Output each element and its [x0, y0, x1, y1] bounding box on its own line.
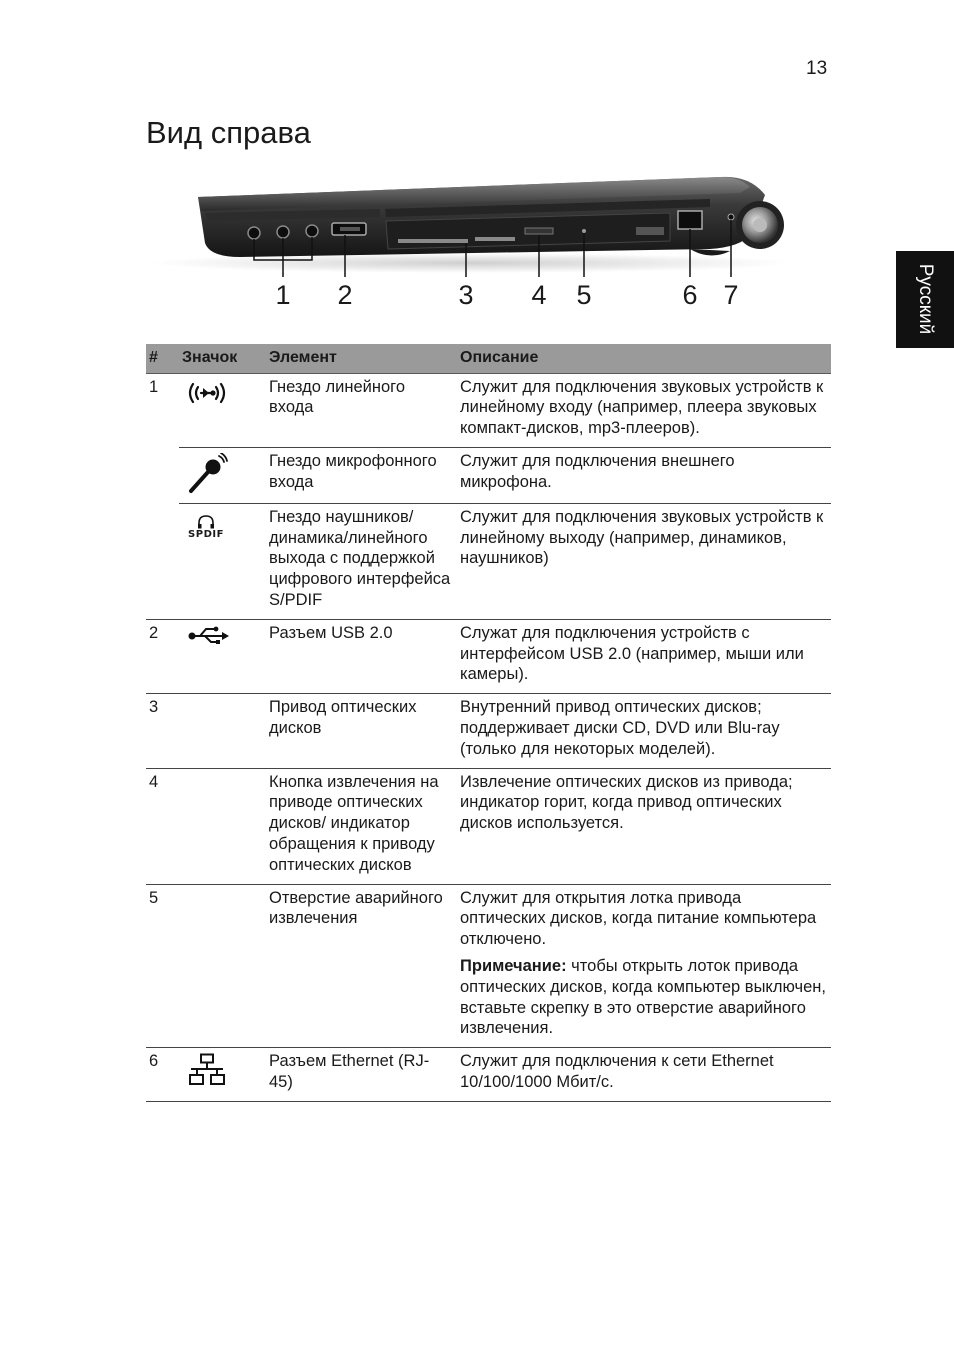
callout-7: 7: [723, 280, 739, 310]
page-number: 13: [806, 58, 828, 79]
row-number: 2: [146, 619, 179, 693]
table-row: [146, 373, 831, 447]
row-description: Служит для подключения звуковых устройств к линейному входу (например, плеера звуковых компакт-дисков, mp3-плееров).: [457, 373, 831, 447]
row-element: Разъем USB 2.0: [266, 619, 457, 693]
table-row: [146, 503, 831, 619]
row-element: Разъем Ethernet (RJ-45): [266, 1048, 457, 1102]
row-icon-cell: [179, 373, 266, 447]
headphone-spdif-icon: [186, 515, 226, 540]
row-number: 3: [146, 694, 179, 768]
row-description: Служат для подключения устройств с интерфейсом USB 2.0 (например, мыши или камеры).: [457, 619, 831, 693]
row-element: Кнопка извлечения на приводе оптических дисков/ индикатор обращения к приводу оптических дисков: [266, 768, 457, 884]
callout-5: 5: [576, 280, 592, 310]
row-element: Гнездо линейного входа: [266, 373, 457, 447]
callout-4: 4: [531, 280, 547, 310]
table-row: [146, 1048, 831, 1102]
ethernet-icon: [186, 1053, 228, 1087]
row-number: 5: [146, 884, 179, 1048]
callout-1: 1: [275, 280, 291, 310]
note-text: чтобы открыть лоток привода оптических дисков, когда компьютер выключен, вставьте скрепку в это отверстие аварийного извлечения.: [460, 957, 826, 1038]
row-number: 4: [146, 768, 179, 884]
row-icon-cell: [179, 884, 266, 1048]
row-element: Гнездо наушников/ динамика/линейного выхода с поддержкой цифрового интерфейса S/PDIF: [266, 503, 457, 619]
row-element: Привод оптических дисков: [266, 694, 457, 768]
row-number: 1: [146, 373, 179, 447]
table-row: [146, 768, 831, 884]
microphone-icon: [186, 453, 228, 495]
note: [460, 956, 827, 1039]
row-description-cell: [457, 884, 831, 1048]
callout-6: 6: [682, 280, 698, 310]
usb-icon: [186, 625, 230, 647]
row-icon-cell: [179, 619, 266, 693]
language-tab-label: Русский: [915, 263, 936, 335]
table-header-row: [146, 344, 831, 373]
line-in-icon: [186, 379, 228, 407]
row-icon-cell: [179, 768, 266, 884]
language-tab: [896, 251, 954, 348]
row-number: 6: [146, 1048, 179, 1102]
table-row: [146, 447, 831, 503]
row-icon-cell: [179, 503, 266, 619]
spdif-label: SPDIF: [188, 528, 224, 540]
table-row: [146, 884, 831, 1048]
row-icon-cell: [179, 447, 266, 503]
row-number: [146, 503, 179, 619]
row-element: Отверстие аварийного извлечения: [266, 884, 457, 1048]
row-icon-cell: [179, 694, 266, 768]
callout-3: 3: [458, 280, 474, 310]
row-description: Служит для подключения звуковых устройств к линейному выходу (например, динамиков, наушников): [457, 503, 831, 619]
ports-table: [146, 344, 831, 1102]
row-description: Служит для открытия лотка привода оптических дисков, когда питание компьютера отключено.: [460, 888, 817, 949]
row-description: Служит для подключения внешнего микрофона.: [457, 447, 831, 503]
row-description: Служит для подключения к сети Ethernet 10/100/1000 Мбит/с.: [457, 1048, 831, 1102]
row-number: [146, 447, 179, 503]
header-element: Элемент: [266, 344, 457, 373]
row-description: Извлечение оптических дисков из привода; индикатор горит, когда привод оптических дисков используется.: [457, 768, 831, 884]
row-description: Внутренний привод оптических дисков; поддерживает диски CD, DVD или Blu-ray (только для некоторых моделей).: [457, 694, 831, 768]
table-row: [146, 619, 831, 693]
row-icon-cell: [179, 1048, 266, 1102]
laptop-right-side-illustration: [150, 165, 820, 325]
row-element: Гнездо микрофонного входа: [266, 447, 457, 503]
header-icon: Значок: [179, 344, 266, 373]
header-num: #: [146, 344, 179, 373]
table-row: [146, 694, 831, 768]
header-description: Описание: [457, 344, 831, 373]
note-label: Примечание:: [460, 957, 567, 976]
page-title: Вид справа: [146, 115, 311, 150]
callout-2: 2: [337, 280, 353, 310]
